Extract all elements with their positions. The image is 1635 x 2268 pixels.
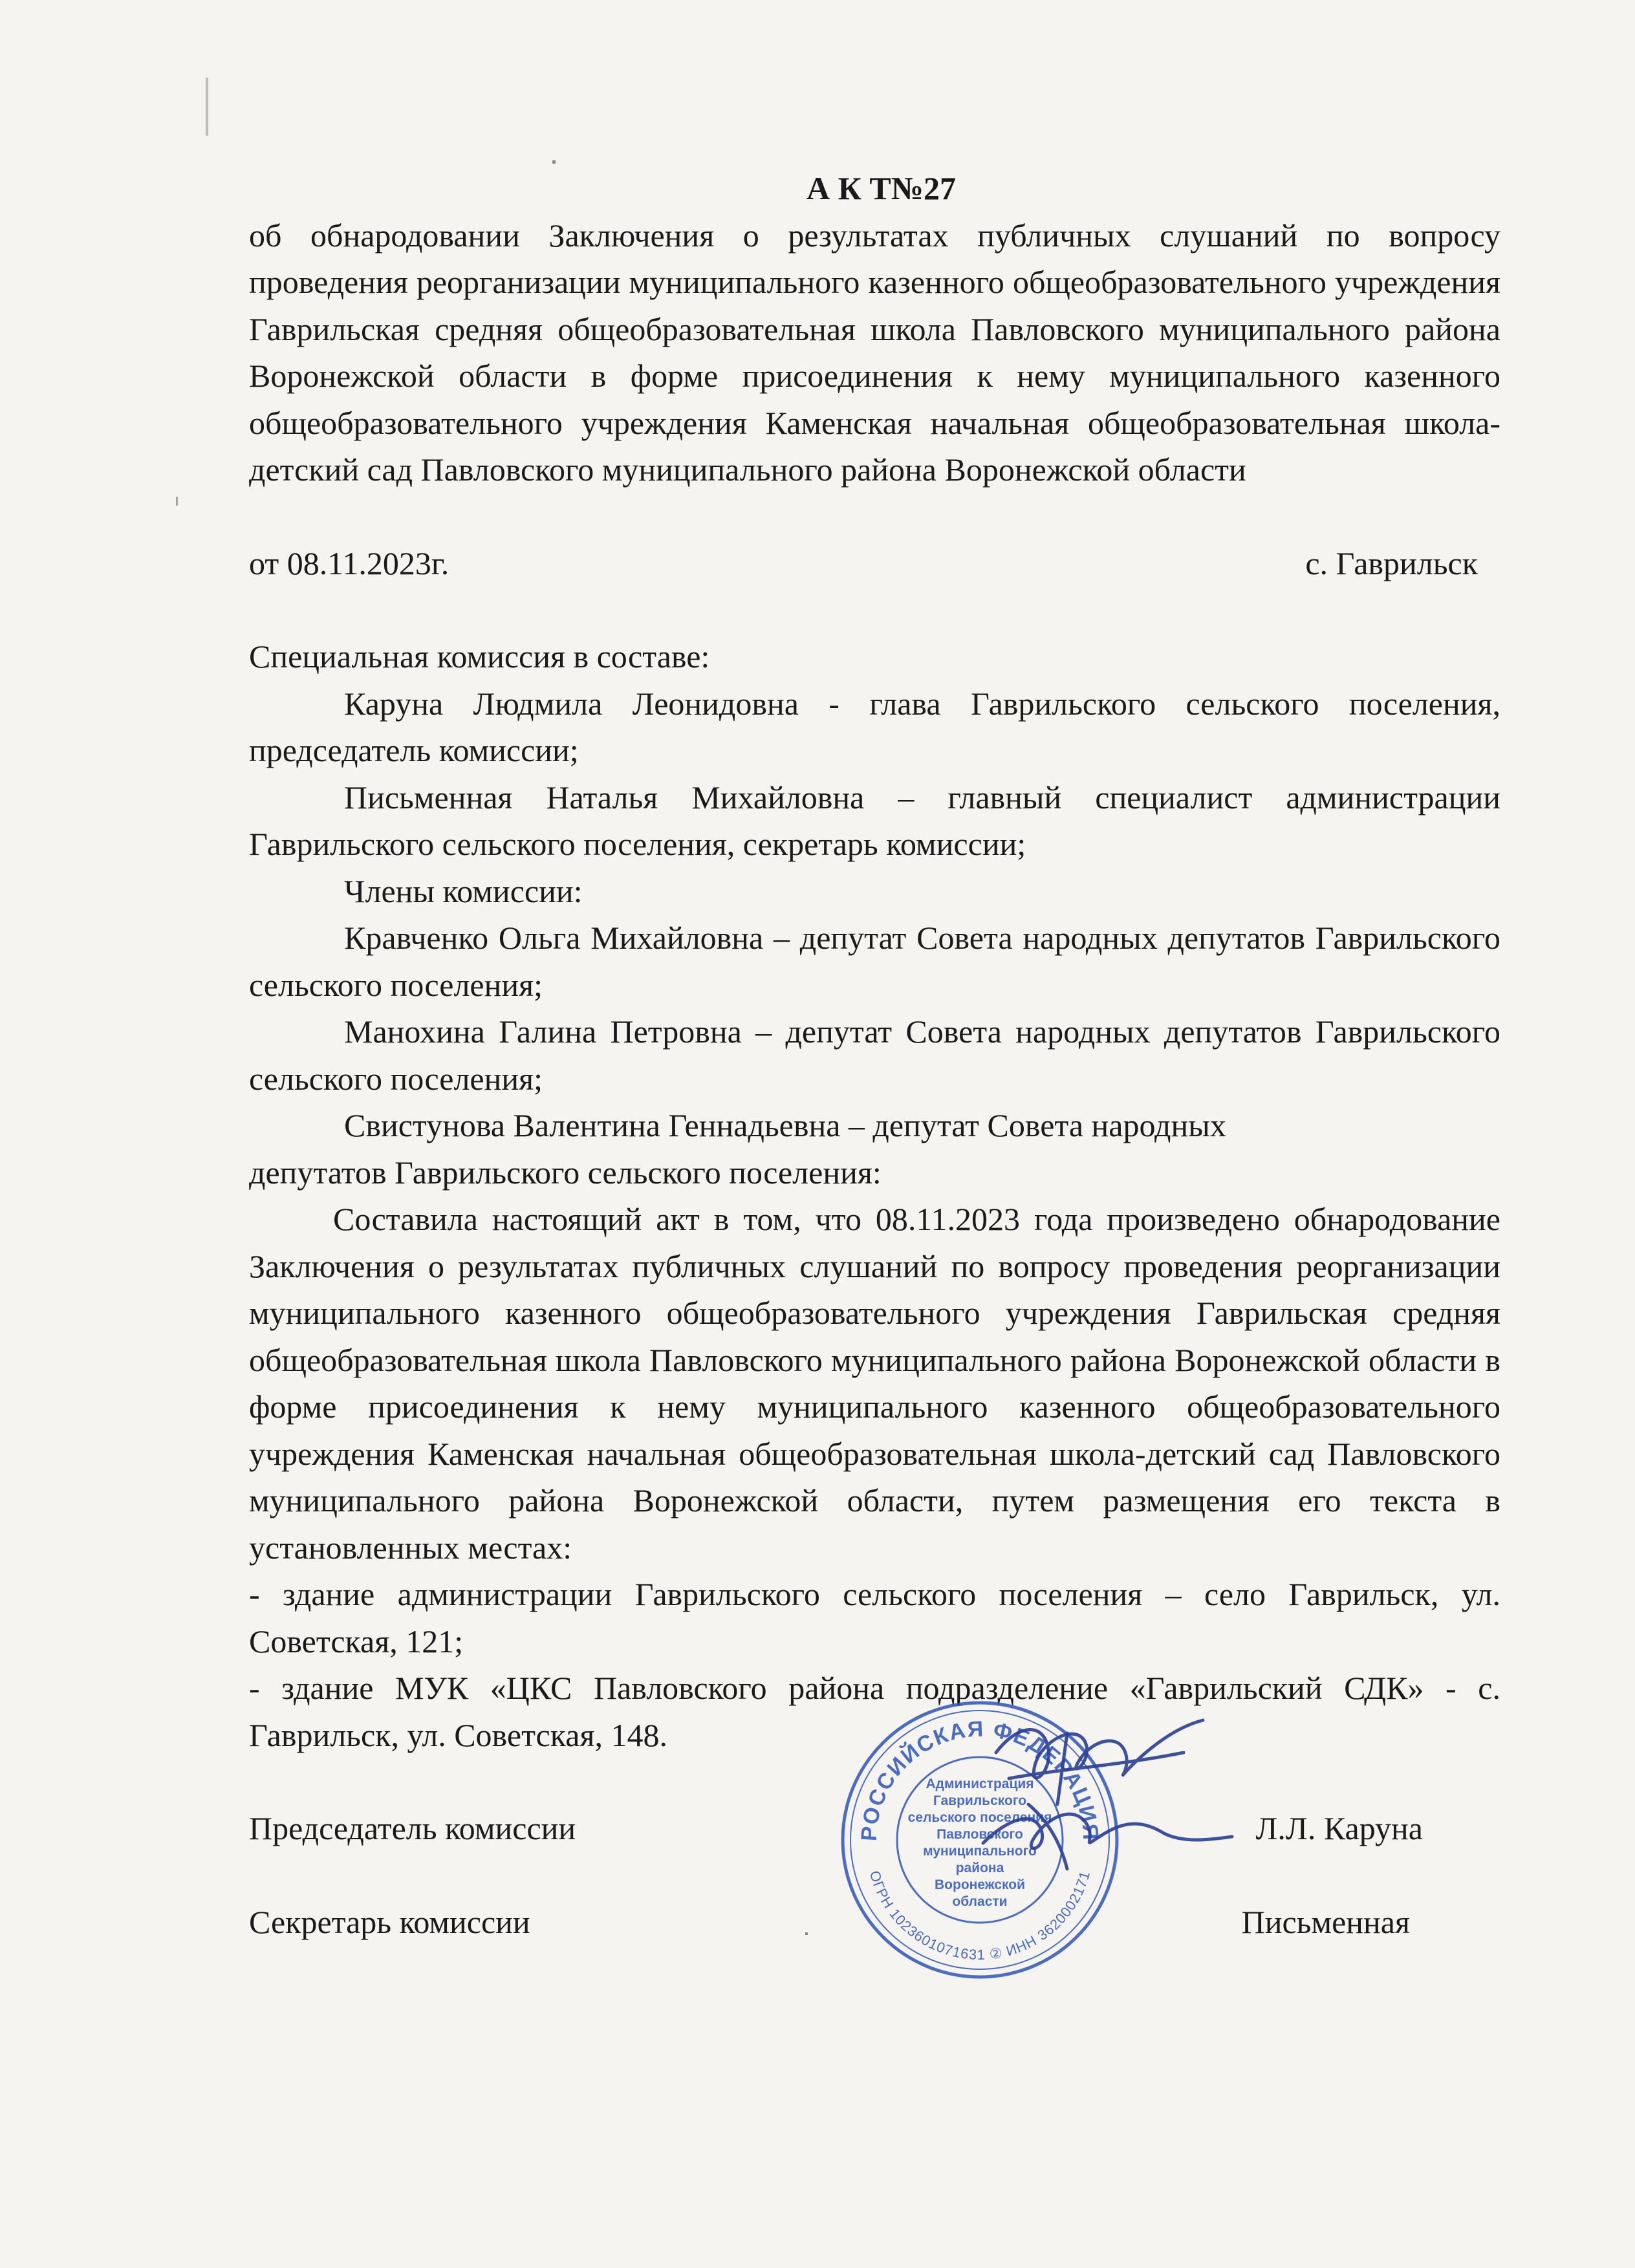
chair-signature-name: Л.Л. Каруна	[1255, 1810, 1423, 1846]
act-body: Составила настоящий акт в том, что 08.11.2023 года произведено обнародование Заключения о результатах публичных слушаний по вопросу проведения реорганизации муниципального казенного общеобразовательного учреждения Гаврильская средняя общеобразовательная школа Павловского муниципального района Воронежской области в форме присоединения к нему муниципального казенного общеобразовательного учреждения Каменская начальная общеобразовательная школа-детский сад Павловского муниципального района Воронежской области, путем размещения его текста в установленных местах:	[249, 1201, 1500, 1566]
commission-intro: Специальная комиссия в составе:	[249, 638, 710, 675]
commission-secretary: Письменная Наталья Михайловна – главный специалист администрации Гаврильского сельского поселения, секретарь комиссии;	[249, 779, 1500, 862]
document-place: с. Гаврильск	[1305, 545, 1478, 581]
commission-member-3-line-2: депутатов Гаврильского сельского поселения:	[249, 1154, 882, 1191]
secretary-signature-label: Секретарь комиссии	[249, 1903, 530, 1940]
document-title: А К Т№27	[807, 170, 956, 206]
stamp-line-2: Гаврильского	[933, 1793, 1027, 1808]
placement-1: - здание администрации Гаврильского сельского поселения – село Гаврильск, ул. Советская, 121;	[249, 1576, 1500, 1659]
stamp-line-1: Администрация	[926, 1777, 1034, 1791]
placement-2: - здание МУК «ЦКС Павловского района подразделение «Гаврильский СДК» - с. Гаврильск, ул. Советская, 148.	[249, 1670, 1500, 1753]
stamp-line-5: муниципального	[923, 1844, 1037, 1859]
subject-line-1: об обнародовании Заключения о результатах публичных слушаний по вопросу	[249, 217, 1500, 254]
document-body	[249, 165, 1500, 1945]
commission-chair: Каруна Людмила Леонидовна - глава Гаврильского сельского поселения, председатель комиссии;	[249, 685, 1500, 768]
members-label: Члены комиссии:	[344, 872, 583, 909]
scan-mark	[805, 1932, 808, 1935]
stamp-ring-text: РОССИЙСКАЯ ФЕДЕРАЦИЯ	[856, 1716, 1103, 1842]
document-date: от 08.11.2023г.	[249, 545, 449, 581]
stamp-line-3: сельского поселения	[907, 1810, 1052, 1825]
commission-member-1: Кравченко Ольга Михайловна – депутат Совета народных депутатов Гаврильского сельского поселения;	[249, 920, 1500, 1003]
scan-mark	[206, 78, 208, 136]
stamp-bottom-text: ОГРН 1023601071631 ② ИНН 3620002171	[866, 1868, 1094, 1963]
commission-member-2: Манохина Галина Петровна – депутат Совета народных депутатов Гаврильского сельского поселения;	[249, 1013, 1500, 1097]
scan-mark	[176, 497, 178, 506]
commission-member-3-line-1: Свистунова Валентина Геннадьевна – депутат Совета народных	[344, 1107, 1226, 1143]
scan-mark	[552, 160, 556, 164]
stamp-line-8: области	[952, 1894, 1008, 1909]
chair-signature-label: Председатель комиссии	[249, 1810, 576, 1846]
date-place-row	[249, 540, 1500, 587]
stamp-line-7: Воронежской	[935, 1877, 1025, 1892]
subject-text: проведения реорганизации муниципального казенного общеобразовательного учреждения Гаврильская средняя общеобразовательная школа Павловского муниципального района Воронежской области в форме присоединения к нему муниципального казенного общеобразовательного учреждения Каменская начальная общеобразовательная школа-детский сад Павловского муниципального района Воронежской области	[249, 264, 1500, 488]
stamp-line-6: района	[955, 1861, 1004, 1875]
secretary-signature-name: Письменная	[1241, 1903, 1410, 1940]
handwritten-signatures	[970, 1707, 1242, 1875]
stamp-line-4: Павловского	[937, 1827, 1023, 1842]
